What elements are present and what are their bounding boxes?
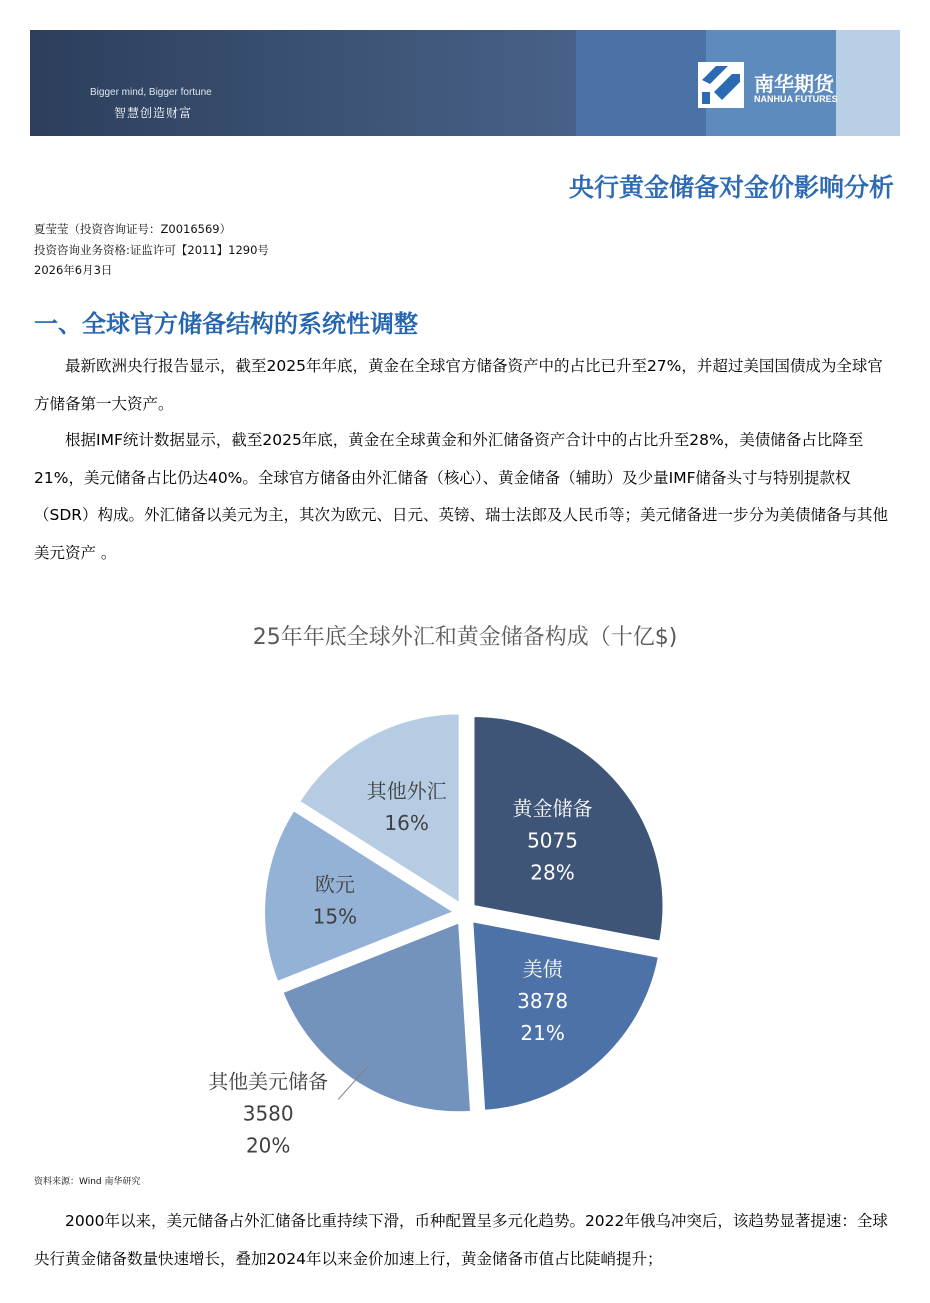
report-date: 2026年6月3日 [34, 263, 113, 277]
author-line: 夏莹莹（投资咨询证号：Z0016569） [34, 222, 232, 236]
slice-label-3-0: 欧元 [314, 872, 355, 897]
section-heading: 一、全球官方储备结构的系统性调整 [34, 310, 418, 338]
slice-label-2-0: 其他美元储备 [208, 1069, 329, 1094]
pie-slice-1 [472, 921, 659, 1111]
paragraph-2: 根据IMF统计数据显示，截至2025年底，黄金在全球黄金和外汇储备资产合计中的占比升至28%，美债储备占比降至21%，美元储备占比仍达40%。全球官方储备由外汇储备（核心）、黄金储备（辅助）及少量IMF储备头寸与特别提款权（SDR）构成。外汇储备以美元为主，其次为欧元、日元、英镑、瑞士法郎及人民币等；美元储备进一步分为美债储备与其他美元资产 。 [34, 431, 889, 562]
document-title: 央行黄金储备对金价影响分析 [568, 173, 894, 202]
slice-label-4-0: 其他外汇 [366, 778, 447, 803]
slice-label-2-1: 3580 [242, 1101, 294, 1126]
reserve-composition-pie-chart [30, 598, 900, 1166]
slice-label-1-2: 21% [520, 1021, 565, 1046]
slice-label-0-2: 28% [530, 860, 575, 885]
banner-main-panel [30, 30, 576, 136]
qualification-line: 投资咨询业务资格:证监许可【2011】1290号 [34, 243, 269, 257]
slice-label-4-1: 16% [384, 810, 429, 835]
logo-name-english: NANHUA FUTURES [754, 94, 838, 104]
chart-title: 25年年底全球外汇和黄金储备构成（十亿$) [252, 625, 678, 650]
slice-label-2-2: 20% [245, 1133, 291, 1158]
slice-label-0-0: 黄金储备 [512, 796, 593, 821]
banner-mid-panel [576, 30, 706, 136]
company-logo [706, 30, 836, 136]
logo-name-chinese: 南华期货 [754, 72, 834, 96]
header-banner [30, 30, 900, 136]
paragraph-3: 2000年以来，美元储备占外汇储备比重持续下滑，币种配置呈多元化趋势。2022年俄乌冲突后，该趋势显著提速：全球央行黄金储备数量快速增长，叠加2024年以来金价加速上行，黄金储备市值占比陡峭提升； [34, 1212, 888, 1268]
nanhua-logo-icon [698, 62, 744, 108]
slice-label-1-0: 美债 [522, 957, 563, 982]
slogan-english: Bigger mind, Bigger fortune [90, 87, 212, 98]
slice-label-3-1: 15% [312, 904, 358, 929]
slice-label-1-1: 3878 [517, 989, 569, 1014]
paragraph-1: 最新欧洲央行报告显示，截至2025年年底，黄金在全球官方储备资产中的占比已升至27%，并超过美国国债成为全球官方储备第一大资产。 [34, 357, 883, 413]
slice-label-0-1: 5075 [527, 828, 578, 853]
banner-end-panel [836, 30, 900, 136]
chart-source-note: 资料来源：Wind 南华研究 [34, 1177, 141, 1187]
slogan-chinese: 智慧创造财富 [114, 106, 193, 120]
